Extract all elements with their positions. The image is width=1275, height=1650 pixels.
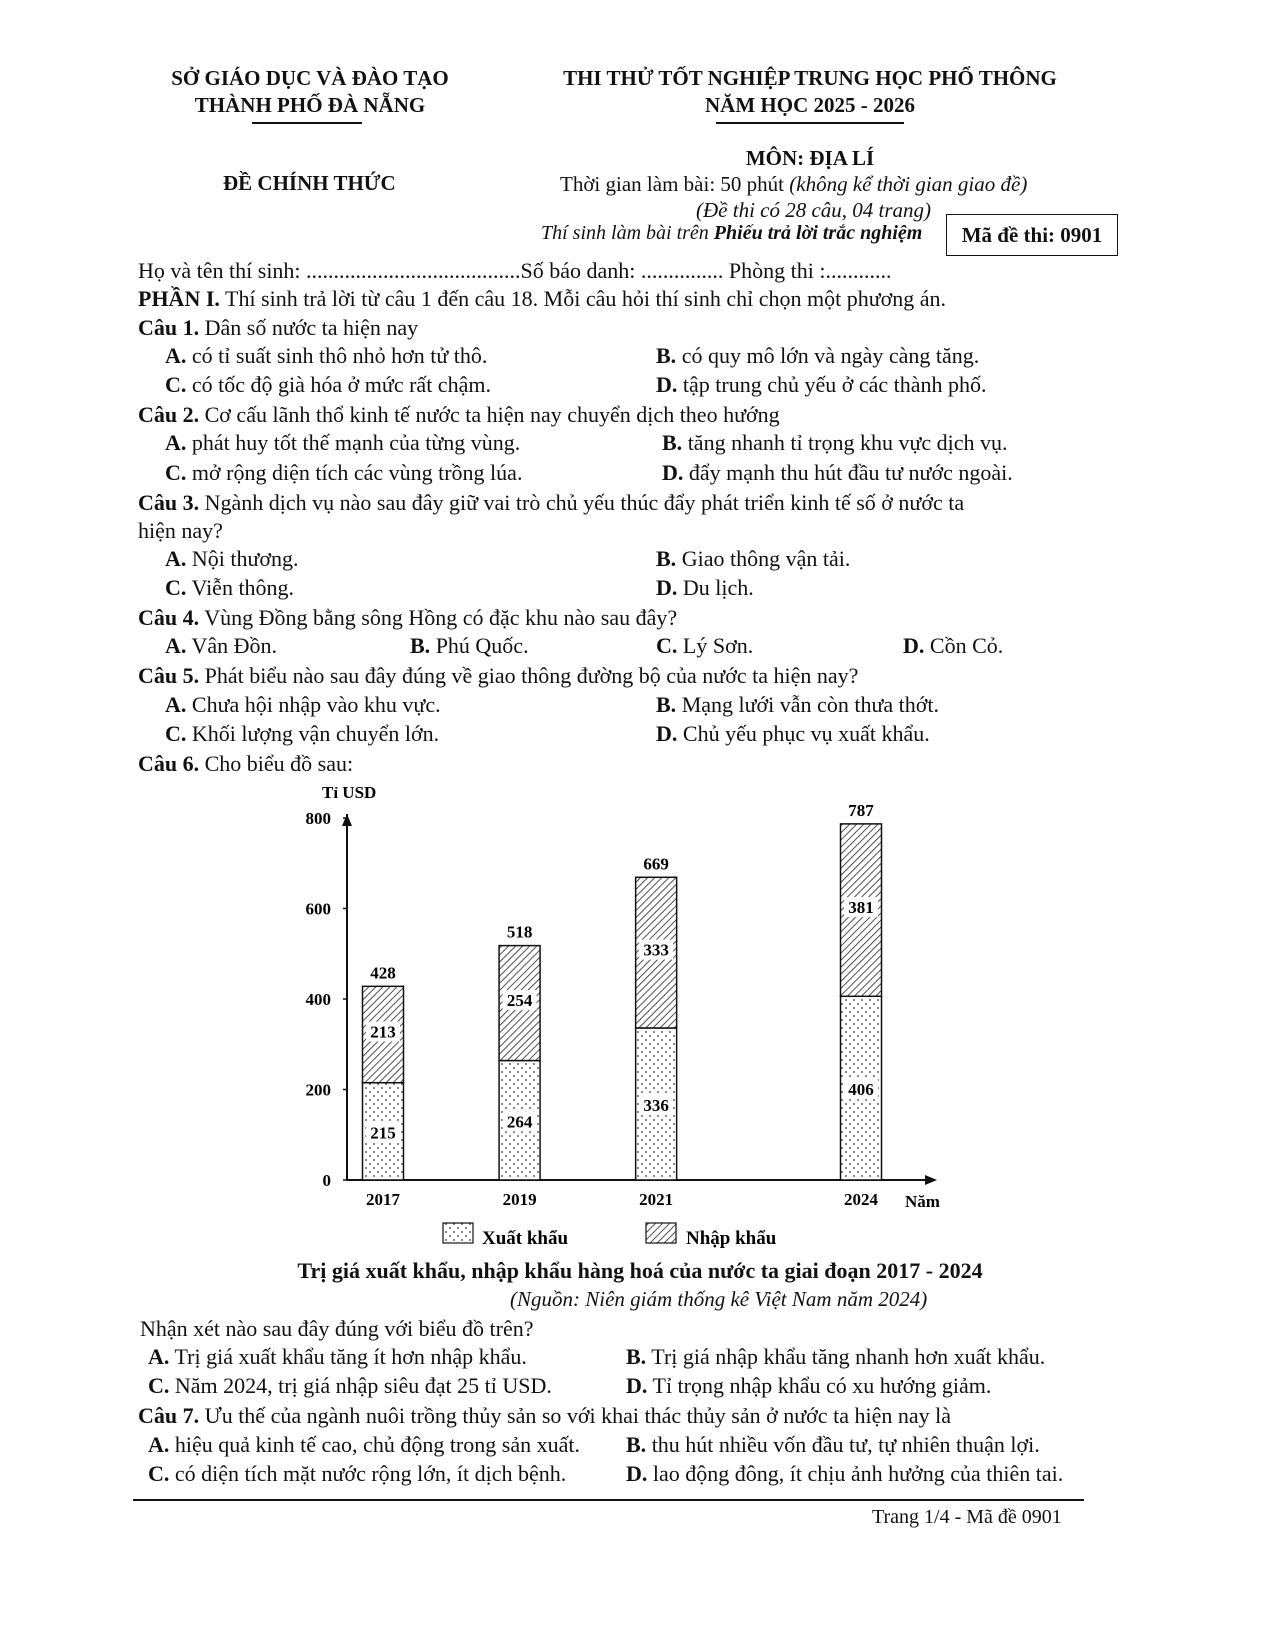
export-import-chart (280, 778, 980, 1268)
question-label: Câu 4. (138, 605, 200, 630)
q2-option-c[interactable] (165, 460, 522, 486)
option-text: tăng nhanh tỉ trọng khu vực dịch vụ. (687, 430, 1008, 455)
import-value-label: 333 (643, 940, 669, 960)
option-letter: A. (165, 633, 187, 658)
question-text: Cho biểu đồ sau: (204, 751, 354, 776)
time-text: Thời gian làm bài: 50 phút (560, 172, 784, 196)
y-tick-label: 200 (305, 1080, 331, 1100)
q3-option-c[interactable] (165, 575, 294, 601)
option-letter: C. (656, 633, 678, 658)
option-letter: B. (656, 546, 677, 571)
exam-code-box (946, 214, 1118, 256)
option-text: có tỉ suất sinh thô nhỏ hơn tử thô. (191, 343, 488, 368)
answer-note (541, 222, 922, 245)
legend-swatch-export (443, 1223, 473, 1243)
q7-option-b[interactable] (626, 1432, 1040, 1458)
q5-option-b[interactable] (656, 692, 939, 718)
option-letter: D. (662, 460, 684, 485)
option-text: tập trung chủ yếu ở các thành phố. (682, 372, 987, 397)
option-text: mở rộng diện tích các vùng trồng lúa. (191, 460, 523, 485)
option-text: Lý Sơn. (682, 633, 754, 658)
q2-option-b[interactable] (662, 430, 1008, 456)
exam-underline (716, 122, 904, 124)
question-text: Dân số nước ta hiện nay (204, 315, 419, 340)
question-7 (138, 1403, 951, 1429)
question-6 (138, 751, 353, 777)
option-text: có diện tích mặt nước rộng lớn, ít dịch bệnh. (174, 1461, 567, 1486)
q7-option-c[interactable] (148, 1461, 566, 1487)
option-letter: A. (148, 1432, 170, 1457)
option-text: có quy mô lớn và ngày càng tăng. (681, 343, 980, 368)
question-text: Ngành dịch vụ nào sau đây giữ vai trò chủ yếu thúc đẩy phát triển kinh tế số ở nước ta (204, 490, 965, 515)
question-6-prompt: Nhận xét nào sau đây đúng với biểu đồ trên? (140, 1316, 534, 1341)
question-text: Vùng Đồng bằng sông Hồng có đặc khu nào sau đây? (204, 605, 678, 630)
subject: MÔN: ĐỊA LÍ (745, 146, 875, 170)
x-tick-label: 2024 (844, 1190, 878, 1209)
question-5 (138, 663, 858, 689)
total-value-label: 787 (848, 800, 874, 820)
option-text: phát huy tốt thế mạnh của từng vùng. (191, 430, 521, 455)
question-1 (138, 315, 418, 341)
exam-title-line-1: THI THỬ TỐT NGHIỆP TRUNG HỌC PHỔ THÔNG (563, 66, 1057, 90)
option-text: lao động đông, ít chịu ảnh hưởng của thiên tai. (652, 1461, 1064, 1486)
option-letter: D. (626, 1373, 648, 1398)
q6-option-c[interactable] (148, 1373, 552, 1399)
chart-title: Trị giá xuất khẩu, nhập khẩu hàng hoá của nước ta giai đoạn 2017 - 2024 (297, 1258, 983, 1283)
option-text: Phú Quốc. (435, 633, 529, 658)
exam-code: Mã đề thi: 0901 (961, 222, 1103, 247)
x-tick-label: 2017 (366, 1190, 400, 1209)
question-text: Phát biểu nào sau đây đúng về giao thông đường bộ của nước ta hiện nay? (204, 663, 859, 688)
q1-option-b[interactable] (656, 343, 979, 369)
q4-option-a[interactable] (165, 633, 277, 659)
question-text: Cơ cấu lãnh thổ kinh tế nước ta hiện nay chuyển dịch theo hướng (204, 402, 780, 427)
part1-instruction (138, 286, 946, 312)
option-letter: D. (656, 721, 678, 746)
option-letter: A. (165, 692, 187, 717)
option-text: hiệu quả kinh tế cao, chủ động trong sản xuất. (174, 1432, 580, 1457)
q5-option-c[interactable] (165, 721, 439, 747)
question-label: Câu 3. (138, 490, 200, 515)
option-letter: D. (903, 633, 925, 658)
option-text: Tỉ trọng nhập khẩu có xu hướng giảm. (652, 1373, 992, 1398)
option-letter: A. (148, 1344, 170, 1369)
y-axis-label: Tỉ USD (322, 783, 377, 802)
option-letter: C. (165, 372, 187, 397)
q1-option-c[interactable] (165, 372, 491, 398)
legend-label-export: Xuất khẩu (482, 1228, 569, 1249)
option-letter: A. (165, 343, 187, 368)
question-2 (138, 402, 780, 428)
option-letter: A. (165, 546, 187, 571)
option-text: Vân Đồn. (191, 633, 278, 658)
question-label: Câu 5. (138, 663, 200, 688)
export-value-label: 336 (643, 1095, 669, 1115)
answer-note-bold: Phiếu trả lời trắc nghiệm (713, 222, 923, 244)
option-letter: C. (148, 1373, 170, 1398)
option-letter: C. (165, 575, 187, 600)
option-text: Khối lượng vận chuyển lớn. (191, 721, 440, 746)
option-letter: C. (165, 460, 187, 485)
option-text: có tốc độ già hóa ở mức rất chậm. (191, 372, 491, 397)
q2-option-d[interactable] (662, 460, 1013, 486)
option-letter: B. (656, 692, 677, 717)
option-letter: B. (662, 430, 683, 455)
export-value-label: 215 (370, 1123, 396, 1143)
option-letter: D. (626, 1461, 648, 1486)
option-text: Giao thông vận tải. (681, 546, 851, 571)
x-axis-arrow (925, 1175, 937, 1185)
import-value-label: 254 (506, 991, 533, 1011)
answer-note-prefix: Thí sinh làm bài trên (541, 222, 709, 244)
time-note: (không kể thời gian giao đề) (789, 172, 1028, 196)
option-text: Năm 2024, trị giá nhập siêu đạt 25 tỉ USD. (174, 1373, 552, 1398)
q5-option-d[interactable] (656, 721, 930, 747)
option-text: đẩy mạnh thu hút đầu tư nước ngoài. (688, 460, 1013, 485)
import-value-label: 213 (370, 1022, 396, 1042)
q1-option-d[interactable] (656, 372, 987, 398)
q6-option-d[interactable] (626, 1373, 991, 1399)
option-text: Nội thương. (191, 546, 299, 571)
total-value-label: 518 (506, 922, 533, 942)
y-tick-label: 0 (322, 1171, 331, 1190)
total-value-label: 669 (643, 854, 669, 874)
option-text: Trị giá xuất khẩu tăng ít hơn nhập khẩu. (174, 1344, 527, 1369)
x-tick-label: 2019 (502, 1190, 537, 1209)
q3-option-d[interactable] (656, 575, 754, 601)
q7-option-d[interactable] (626, 1461, 1063, 1487)
y-tick-label: 400 (305, 990, 331, 1009)
y-tick-label: 600 (305, 899, 331, 919)
option-text: Cồn Cỏ. (929, 633, 1004, 658)
option-text: Chủ yếu phục vụ xuất khẩu. (682, 721, 930, 746)
legend-swatch-import (646, 1223, 676, 1243)
q6-option-a[interactable] (148, 1344, 527, 1370)
option-text: Viễn thông. (191, 575, 295, 600)
y-tick-label: 800 (305, 809, 331, 828)
option-letter: D. (656, 575, 678, 600)
option-text: thu hút nhiều vốn đầu tư, tự nhiên thuận lợi. (651, 1432, 1040, 1457)
exam-title-line-2: NĂM HỌC 2025 - 2026 (705, 93, 915, 117)
question-3-continued: hiện nay? (138, 518, 223, 543)
option-letter: C. (165, 721, 187, 746)
question-3 (138, 490, 964, 516)
x-tick-label: 2021 (639, 1190, 674, 1209)
chart-source: (Nguồn: Niên giám thống kê Việt Nam năm 2024) (510, 1287, 928, 1311)
footer-rule (133, 1499, 1084, 1501)
dept-line-1: SỞ GIÁO DỤC VÀ ĐÀO TẠO (171, 66, 449, 90)
export-value-label: 264 (506, 1112, 533, 1132)
pages-note: (Đề thi có 28 câu, 04 trang) (696, 198, 932, 222)
question-label: Câu 6. (138, 751, 200, 776)
option-text: Mạng lưới vẫn còn thưa thớt. (681, 692, 939, 717)
option-letter: D. (656, 372, 678, 397)
q5-option-a[interactable] (165, 692, 441, 718)
import-value-label: 381 (848, 898, 874, 918)
q6-option-b[interactable] (626, 1344, 1045, 1370)
part1-label: PHẦN I. (138, 286, 220, 311)
y-axis-arrow (342, 814, 352, 826)
total-value-label: 428 (370, 963, 396, 983)
q2-option-a[interactable] (165, 430, 520, 456)
option-letter: B. (626, 1344, 647, 1369)
option-text: Chưa hội nhập vào khu vực. (191, 692, 441, 717)
question-4 (138, 605, 677, 631)
option-text: Du lịch. (682, 575, 754, 600)
q4-option-b[interactable] (410, 633, 529, 659)
q3-option-b[interactable] (656, 546, 850, 572)
option-letter: A. (165, 430, 187, 455)
q4-option-c[interactable] (656, 633, 753, 659)
question-label: Câu 7. (138, 1403, 200, 1428)
candidate-line: Họ và tên thí sinh: .......................................Số báo danh: ............... Phòng thi :............ (138, 258, 892, 283)
option-letter: B. (626, 1432, 647, 1457)
official-label: ĐỀ CHÍNH THỨC (223, 171, 396, 195)
option-letter: C. (148, 1461, 170, 1486)
question-label: Câu 1. (138, 315, 200, 340)
q3-option-a[interactable] (165, 546, 299, 572)
q4-option-d[interactable] (903, 633, 1003, 659)
legend-label-import: Nhập khẩu (686, 1228, 777, 1249)
option-text: Trị giá nhập khẩu tăng nhanh hơn xuất khẩu. (651, 1344, 1046, 1369)
option-letter: B. (410, 633, 431, 658)
part1-text: Thí sinh trả lời từ câu 1 đến câu 18. Mỗi câu hỏi thí sinh chỉ chọn một phương án. (225, 286, 947, 311)
dept-line-2: THÀNH PHỐ ĐÀ NẴNG (194, 93, 426, 117)
time-line (560, 172, 1027, 197)
page-footer: Trang 1/4 - Mã đề 0901 (872, 1506, 1062, 1528)
question-label: Câu 2. (138, 402, 200, 427)
q7-option-a[interactable] (148, 1432, 580, 1458)
export-value-label: 406 (848, 1080, 874, 1100)
q1-option-a[interactable] (165, 343, 487, 369)
option-letter: B. (656, 343, 677, 368)
dept-underline (252, 122, 362, 124)
question-text: Ưu thế của ngành nuôi trồng thủy sản so với khai thác thủy sản ở nước ta hiện nay là (204, 1403, 951, 1428)
x-axis-label: Năm (905, 1192, 940, 1211)
